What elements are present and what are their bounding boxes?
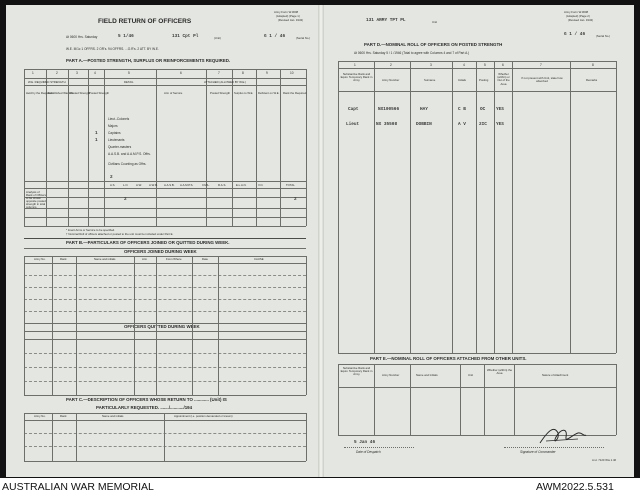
col-header-10: Rank the Required [283,91,307,95]
date-value: 5 1/46 [118,34,134,39]
d-col-head-7: Remarks [586,78,598,82]
col-header-4: Posted Strength [89,91,110,95]
despatch-label: Date of Despatch [356,450,381,454]
part-b-title: PART B.—PARTICULARS OF OFFICERS JOINED OR QUITTED DURING WEEK. [66,240,230,245]
rank-value-captain: 1 [95,131,98,136]
br-head-4: A.A.S.B. [164,183,175,187]
br-value-lo: 2 [124,197,127,202]
pb-col-2: Name and initials [94,257,116,261]
bottom-note: Analysis of Rank of Officers to be shown opposite posted strength in total columns. [26,190,47,210]
rank-4: Quarter-masters [108,145,132,149]
page-2 [324,5,634,477]
row-0-rank: Capt [348,107,359,112]
d-col-num-6: 6 [502,63,504,67]
br-head-8: E.L.A.N. [236,183,247,187]
commander-signature [538,423,588,447]
br-head-5: A.A.M.P.S. [180,183,194,187]
row-1-rank: Lieut [346,122,360,127]
rank-1: Majors [108,124,118,128]
part-d-date: At 0600 Hrs. Saturday 5 / 1 /1946 (Total to agree with Columns 4 and 7 of Part A.) [354,51,470,55]
unit-value: 131 Cpt Pl [172,34,199,39]
col-header-1: Held by the Required [26,91,53,95]
row-0-initials: C B [458,107,466,112]
right-form-id: Army Form W.3008 [564,10,589,14]
br-head-9: V.O. [258,183,264,187]
col-num-2: 2 [56,71,58,75]
d-col-head-4: Posting [479,78,489,82]
e-col-head-2: Name and Initials [416,373,438,377]
rank-3: Lieutenants [108,138,125,142]
d-col-num-1: 1 [354,63,356,67]
right-serial-value: G 1 / 46 [564,32,586,37]
rank-value-lieutenant: 1 [95,138,98,143]
col-header-7: Posted Strength [210,91,231,95]
pb-col-3: Arm [142,257,148,261]
rank-2: Captains [108,131,121,135]
right-form-revised: (Revised Jan. 1943) [568,18,594,22]
serial-value: G 1 / 46 [264,34,286,39]
right-form-adapted: (Adapted) (Page 2) [566,14,590,18]
d-col-num-8: 8 [592,63,594,67]
br-value-total: 2 [294,197,297,202]
col-num-10: 10 [290,71,294,75]
br-head-1: L.O. [123,183,129,187]
br-head-2: A.W. [136,183,142,187]
br-head-6: CIVIL. [202,183,210,187]
form-id: Army Form W.3008 [274,10,299,14]
total-value: 2 [110,175,113,180]
pb-col-0: Army No. [34,257,46,261]
row-0-present: YES [496,107,504,112]
pb-col-6: CAUSE [254,257,264,261]
col-num-6: 6 [180,71,182,75]
rank-5: A.A.S.B. and A.A.M.P.S. Offrs. [108,152,151,156]
row-1-surname: DOBBIN [416,122,432,127]
footnote-2: † Nominal Roll of officers attached or posted to the unit must be included under Part E. [66,232,174,236]
row-1-initials: A V [458,122,466,127]
col-header-6: Arm of Service [164,91,183,95]
col-header-3: Posted Strength [70,91,91,95]
d-col-head-3: Initials [458,78,466,82]
col-num-7: 7 [218,71,220,75]
e-col-head-1: Army Number [382,373,400,377]
date-line-label: At 0600 Hrs. Saturday [66,35,98,39]
despatch-date: 5 Jan 46 [354,440,376,445]
pb-col-4: From Where [166,257,182,261]
page-title: FIELD RETURN OF OFFICERS [98,18,192,25]
col-num-3: 3 [76,71,78,75]
pc-col-0: Army No. [34,414,46,418]
signature-label: Signature of Commander [520,450,556,454]
d-col-num-3: 3 [430,63,432,67]
right-unit-value: 131 ARMY TPT PL [366,18,406,23]
quitted-title: OFFICERS QUITTED DURING WEEK [124,324,200,329]
serial-suffix: (Serial No.) [296,36,311,40]
detail-header: DETAIL [124,80,134,84]
page-1 [6,5,318,477]
we-line: W.E. III/1c 1 OFFRS. 2 OR's. 94 OFFRS. ...O.R's. 2 ATT. BY W.E. [66,47,159,51]
d-col-num-5: 5 [484,63,486,67]
row-0-surname: HAY [420,107,428,112]
d-col-head-0: Substantive Rank and Equiv. Temporary Rank in Army [340,72,373,83]
part-c-sub: PARTICULARLY REQUESTED. ......./.........../194 [96,405,193,410]
d-col-num-2: 2 [390,63,392,67]
row-0-posting: OC [480,107,486,112]
right-unit-suffix: Unit [432,20,437,24]
archive-reference: AWM2022.5.531 [536,481,614,493]
archive-footer [0,478,640,496]
d-col-head-1: Army Number [382,78,400,82]
col-header-2: Established War Est. [48,91,74,95]
joined-title: OFFICERS JOINED DURING WEEK [124,249,197,254]
br-head-10: TOTAL [286,183,295,187]
right-serial-suffix: (Serial No.) [596,34,611,38]
document-scan [6,5,634,477]
footnote-1: * Insert Arms or Service to be specified. [66,228,115,232]
unit-suffix: (Unit) [214,36,221,40]
form-revised: (Revised Jan. 1943) [278,18,304,22]
part-d-title: PART D.—NOMINAL ROLL OF OFFICERS ON POSTED STRENGTH [364,42,503,47]
part-a-title: PART A.—POSTED STRENGTH, SURPLUS OR REINFORCEMENTS REQUIRED. [66,58,231,63]
e-col-head-4: Whether (within) the Area [486,368,513,376]
e-col-head-0: Substantive Rank and Equiv. Temporary Rank in Army [340,366,373,377]
row-1-number: NX 35508 [376,122,398,127]
d-col-num-7: 7 [540,63,542,67]
br-head-0: A.S. [110,183,116,187]
archive-name: AUSTRALIAN WAR MEMORIAL [2,481,154,493]
row-0-number: NX100566 [378,107,400,112]
pc-col-2: Name and initials [102,414,124,418]
col-num-9: 9 [266,71,268,75]
col-num-5: 5 [128,71,130,75]
row-1-posting: 2IC [479,122,487,127]
e-col-head-3: Unit [468,373,473,377]
e-col-head-5: Nature of Attachment [542,373,569,377]
d-col-head-2: Surname [424,78,436,82]
col-num-4: 4 [94,71,96,75]
col-header-9: Deficient on W.E. [258,91,280,95]
d-col-num-4: 4 [463,63,465,67]
br-head-3: A.W.M. [149,183,159,187]
attached-header: ATTACHED (ALLOWED BY W.E.) [204,80,247,84]
rank-0: Lieut.-Colonels [108,117,130,121]
col-header-8: Surplus to W.E. [234,91,254,95]
pc-col-3: Appointment (i.e. position demanded or known) [174,414,233,418]
rank-6: Civilians Counting as Offrs. [108,162,147,166]
d-col-head-5: Whether (within) or Out of the Area [497,72,510,86]
pc-col-1: Rank [60,414,67,418]
print-note: A.H. 7120 Ww 1.46 [592,458,617,462]
d-col-head-6: If not present with Unit, state how absorbed [521,76,563,84]
we-header: W.E. REQUIRED STRENGTH [28,80,66,84]
form-adapted: (Adapted) (Page 1) [276,14,300,18]
col-num-8: 8 [242,71,244,75]
pb-col-1: Rank [60,257,67,261]
br-head-7: R.A.S. [218,183,227,187]
part-e-title: PART E.—NOMINAL ROLL OF OFFICERS ATTACHED FROM OTHER UNITS. [370,356,527,361]
pb-col-5: Date [202,257,208,261]
part-c-title: PART C.—DESCRIPTION OF OFFICERS WHOSE RETURN TO ............ (Unit) IS [66,397,227,402]
col-num-1: 1 [32,71,34,75]
row-1-present: YES [496,122,504,127]
